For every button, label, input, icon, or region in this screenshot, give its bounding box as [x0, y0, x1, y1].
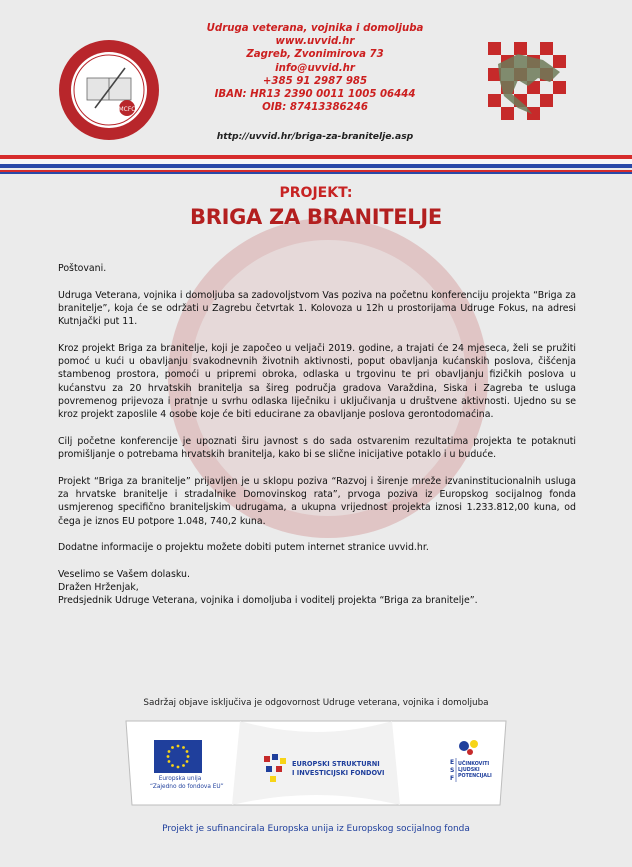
letter-signer-role: Predsjednik Udruge Veterana, vojnika i domoljuba i voditelj projekta “Briga za branitelje”.	[58, 595, 478, 607]
letter-closing: Veselimo se Vašem dolasku.	[58, 568, 190, 580]
letter-paragraph-1: Udruga Veterana, vojnika i domoljuba sa zadovoljstvom Vas poziva na početnu konferenciju projekta “Briga za branitelje”, koja će se održati u Zagrebu četvrtak 1. Kolovoza u 12h u prostorijama Udruge Fokus, na adresi Kutnjački put 11.	[58, 289, 576, 328]
org-website[interactable]: www.uvvid.hr	[275, 36, 355, 48]
project-label: PROJEKT:	[279, 185, 353, 201]
esif-caption	[292, 760, 384, 778]
ljp-caption-line-2: LJUDSKI	[458, 768, 480, 773]
letter-paragraph-4: Projekt “Briga za branitelje” prijavljen je u sklopu poziva “Razvoj i širenje mreže izvaninstitucionalnih usluga za hrvatske branitelje i stradalnike Domovinskog rata”, prvoga poziva iz Europskog socijalnog fonda usmjerenog specifično braniteljskim udrugama, a ukupna vrijednost projekta iznosi 1.233.812,00 kuna, od čega je iznos EU potpore 1.048, 740,2 kuna.	[58, 475, 576, 527]
ljudski-potencijali-caption	[458, 762, 492, 780]
esif-caption-line-2: I INVESTICIJSKI FONDOVI	[292, 769, 385, 777]
page-url[interactable]: http://uvvid.hr/briga-za-branitelje.asp	[216, 131, 414, 142]
disclaimer: Sadržaj objave isključiva je odgovornost Udruge veterana, vojnika i domoljuba	[143, 698, 489, 708]
logo-text: MCFC	[118, 106, 136, 113]
letter-paragraph-2: Kroz projekt Briga za branitelje, koji je započeo u veljači 2019. godine, a trajati će 24 mjeseca, želi se pružiti pomoć u kući u obavljanju svakodnevnih životnih aktivnosti, poput obavljanja kućanskih poslova, čišćenja stambenog prostora, pomoći u pripremi obroka, odlaska u trgovinu te pri obavljanju fizičkih poslova u kućanstvu za 20 hrvatskih branitelja sa šireg područja gradova Varaždina, Siska i Zagreba te usluga povremenog prijevoza i pratnje u svrhu odlaska liječniku i uključivanja u društvene aktivnosti. Ujedno su se kroz projekt zaposlile 4 osobe koje će biti educirane za obavljanje poslova gerontodomaćina.	[58, 342, 576, 421]
org-name: Udruga veterana, vojnika i domoljuba	[206, 23, 424, 34]
svg-text:S: S	[450, 767, 455, 774]
ljp-caption-line-1: UČINKOVITI	[458, 762, 490, 767]
org-email[interactable]: info@uvvid.hr	[275, 62, 355, 74]
ljp-caption-line-3: POTENCIJALI	[458, 774, 492, 779]
eu-caption-line-1: Europska unija	[158, 776, 202, 782]
org-oib: OIB: 87413386246	[262, 102, 368, 114]
letter-paragraph-5: Dodatne informacije o projektu možete dobiti putem internet stranice uvvid.hr.	[58, 542, 429, 554]
esif-caption-line-1: EUROPSKI STRUKTURNI	[292, 760, 380, 768]
project-title: BRIGA ZA BRANITELJE	[190, 205, 442, 229]
header-stripe-blue-thin	[0, 172, 632, 174]
esif-logo	[262, 752, 412, 788]
funding-statement: Projekt je sufinancirala Europska unija iz Europskog socijalnog fonda	[162, 824, 470, 834]
eu-flag-icon	[154, 740, 202, 773]
letter-greeting: Poštovani.	[58, 263, 107, 274]
letter-paragraph-3: Cilj početne konferencije je upoznati širu javnost s do sada ostvarenim rezultatima projekta te potaknuti promišljanje o potrebama hrvatskih branitelja, kako bi se slične inicijative potaklo i u buduće.	[58, 435, 576, 461]
letter-signer: Dražen Hrženjak,	[58, 582, 139, 594]
organization-contact	[170, 22, 460, 114]
esif-star-icon	[262, 752, 290, 788]
letter-body	[58, 262, 576, 608]
org-phone: +385 91 2987 985	[262, 75, 368, 87]
org-address: Zagreb, Zvonimirova 73	[246, 49, 384, 61]
croatian-map-logo-icon	[488, 42, 566, 120]
organization-logo-icon	[57, 38, 161, 142]
org-iban: IBAN: HR13 2390 0011 1005 06444	[214, 89, 416, 101]
svg-text:E: E	[450, 759, 455, 766]
eu-caption-line-2: “Zajedno do fondova EU”	[150, 783, 224, 790]
header-stripe-blue	[0, 164, 632, 168]
svg-text:F: F	[450, 775, 455, 782]
eu-caption	[150, 776, 224, 791]
